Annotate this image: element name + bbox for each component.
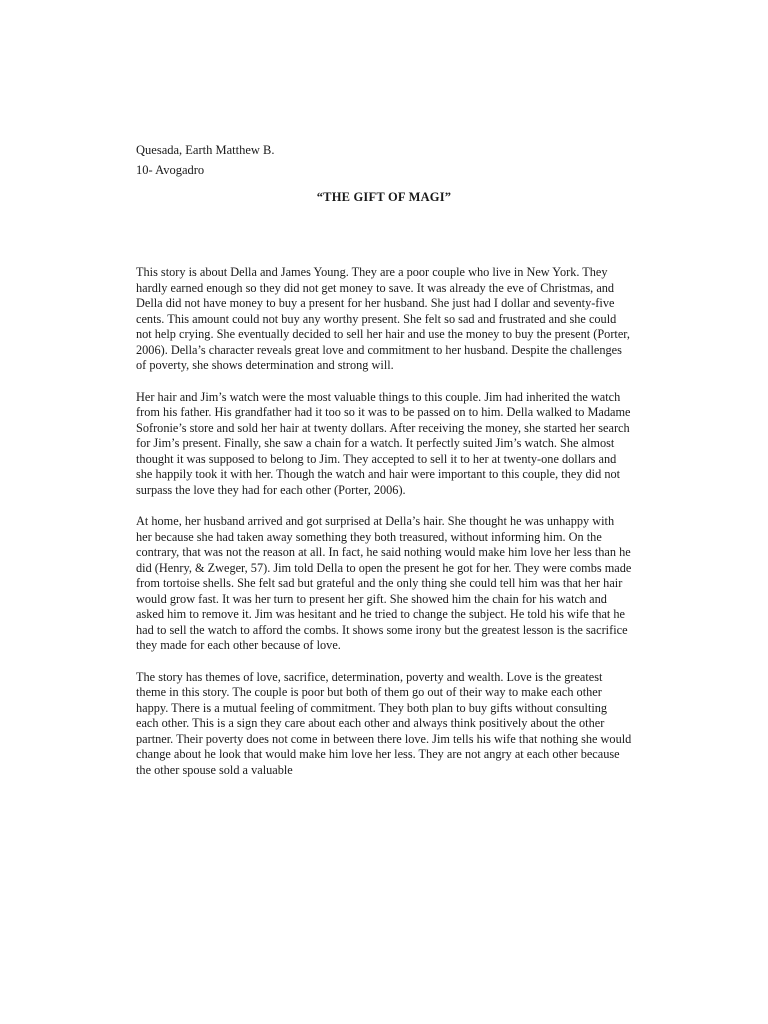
paragraph-1: This story is about Della and James Young. They are a poor couple who live in New York. They hardly earned enough so they did not get money to save. It was already the eve of Christmas, and Della did not have money to buy a present for her husband. She just had I dollar and seventy-five cents. This amount could not buy any worthy present. She felt so sad and frustrated and she could not help crying. She eventually decided to sell her hair and use the money to buy the present (Porter, 2006). Della’s character reveals great love and commitment to her husband. Despite the challenges of poverty, she shows determination and strong will. [136, 265, 630, 372]
author-name: Quesada, Earth Matthew B. [136, 143, 275, 157]
paragraph-4: The story has themes of love, sacrifice, determination, poverty and wealth. Love is the greatest theme in this story. The couple is poor but both of them go out of their way to make each other happy. There is a mutual feeling of commitment. They both plan to buy gifts without consulting each other. This is a sign they care about each other and always think positively about the other partner. Their poverty does not come in between there love. Jim tells his wife that nothing she would change about he look that would make him love her less. They are not angry at each other because the other spouse sold a valuable [136, 669, 632, 777]
paragraph-3: At home, her husband arrived and got surprised at Della’s hair. She thought he was unhappy with her because she had taken away something they both treasured, without informing him. On the contrary, that was not the reason at all. In fact, he said nothing would make him love her less than he did (Henry, & Zweger, 57). Jim told Della to open the present he got for her. They were combs made from tortoise shells. She felt sad but grateful and the only thing she could tell him was that her hair would grow fast. It was her turn to present her gift. She showed him the chain for his watch and asked him to remove it. Jim was hesitant and he tried to change the subject. He told his wife that he had to sell the watch to afford the combs. It shows some irony but the greatest lesson is the sacrifice they made for each other because of love. [136, 514, 632, 652]
paragraph-2: Her hair and Jim’s watch were the most valuable things to this couple. Jim had inherited the watch from his father. His grandfather had it too so it was to be passed on to him. Della walked to Madame Sofronie’s store and sold her hair at twenty dollars. After receiving the money, she started her search for Jim’s present. Finally, she saw a chain for a watch. It perfectly suited Jim’s watch. She almost thought it was supposed to belong to Jim. They accepted to sell it to her at twenty-one dollars and she happily took it with her. Though the watch and hair were important to this couple, they did not surpass the love they had for each other (Porter, 2006). [136, 389, 631, 497]
document-body [136, 265, 632, 794]
class-section: 10- Avogadro [136, 163, 205, 177]
document-header [136, 140, 275, 180]
document-title: “THE GIFT OF MAGI” [316, 190, 452, 204]
